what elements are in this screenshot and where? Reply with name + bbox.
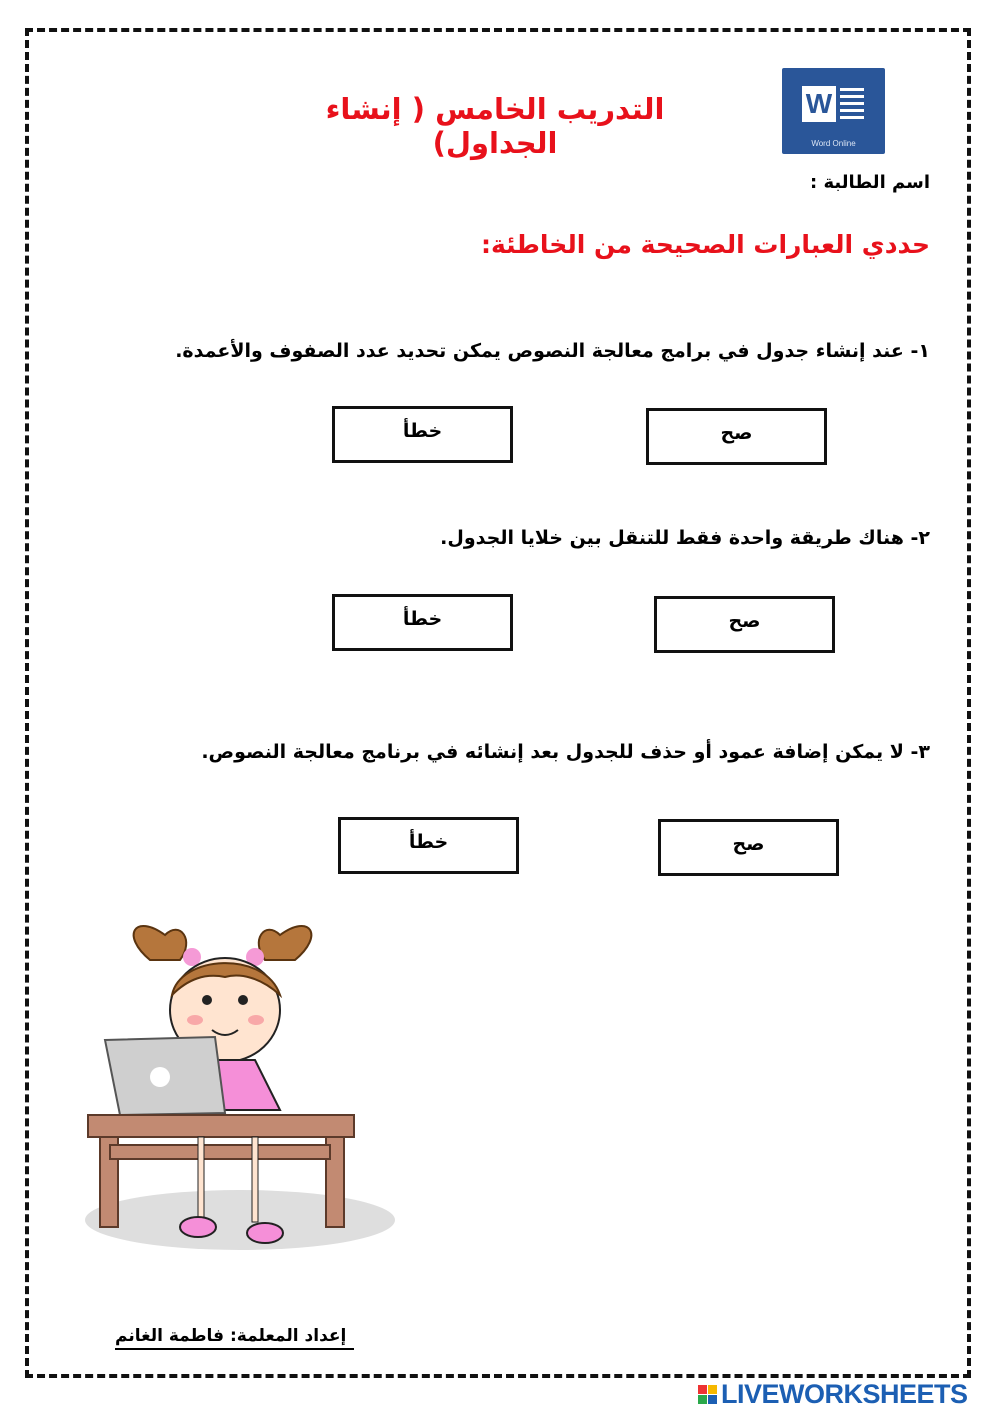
question-3-false-box[interactable]: خطأ (338, 817, 519, 874)
question-2-false-box[interactable]: خطأ (332, 594, 513, 651)
worksheet-title: التدريب الخامس ( إنشاء الجداول) (325, 92, 665, 160)
document-lines-icon (840, 88, 864, 123)
teacher-credit: إعداد المعلمة: فاطمة الغانم (115, 1326, 354, 1350)
question-1-text: ١- عند إنشاء جدول في برامج معالجة النصوص يمكن تحديد عدد الصفوف والأعمدة. (175, 340, 930, 362)
word-logo-caption: Word Online (811, 139, 856, 148)
question-2-text: ٢- هناك طريقة واحدة فقط للتنقل بين خلايا الجدول. (440, 527, 930, 549)
liveworksheets-brand (698, 1378, 968, 1410)
word-logo-letter: W (802, 86, 836, 122)
question-1-true-box[interactable]: صح (646, 408, 827, 465)
liveworksheets-wordmark: LIVEWORKSHEETS (721, 1378, 968, 1409)
question-3-true-box[interactable]: صح (658, 819, 839, 876)
question-1-false-box[interactable]: خطأ (332, 406, 513, 463)
instruction-heading: حددي العبارات الصحيحة من الخاطئة: (481, 230, 930, 259)
student-name-label: اسم الطالبة : (810, 172, 930, 193)
girl-at-laptop-illustration (80, 915, 400, 1255)
liveworksheets-logo-icon (698, 1385, 717, 1404)
word-online-logo (782, 68, 885, 154)
question-2-true-box[interactable]: صح (654, 596, 835, 653)
question-3-text: ٣- لا يمكن إضافة عمود أو حذف للجدول بعد إنشائه في برنامج معالجة النصوص. (201, 741, 930, 763)
